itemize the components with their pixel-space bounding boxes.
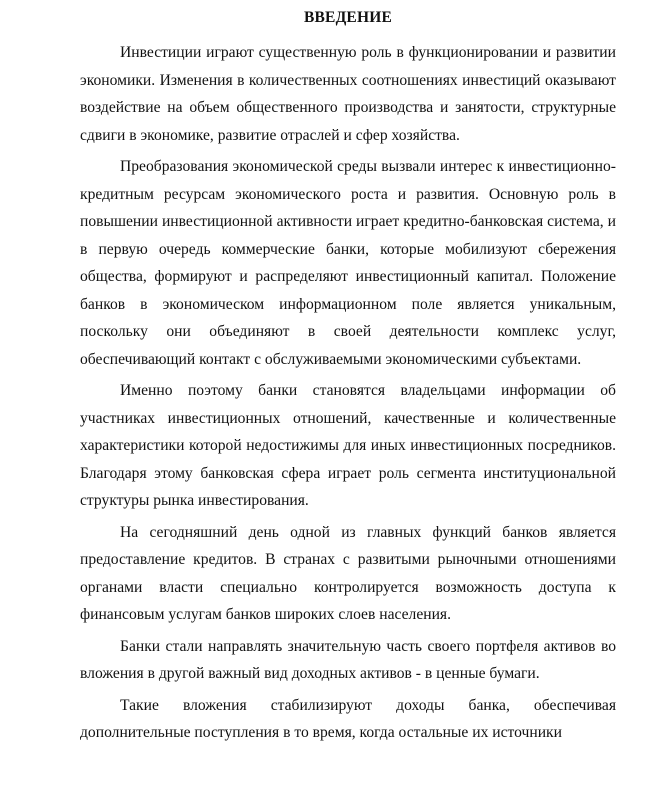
paragraph-4: На сегодняшний день одной из главных функций банков является предоставление кредитов. В странах с развитыми рыночными отношениями органами власти специально контролируется возможность доступа к финансовым услугам банков широких слоев населения. <box>80 523 616 623</box>
paragraph-2: Преобразования экономической среды вызвали интерес к инвестиционно-кредитным ресурсам экономического роста и развития. Основную роль в повышении инвестиционной активности играет кредитно-банковская система, и в первую очередь коммерческие банки, которые мобилизуют сбережения общества, формируют и распределяют инвестиционный капитал. Положение банков в экономическом информационном поле является уникальным, поскольку они объединяют в своей деятельности комплекс услуг, обеспечивающий контакт с обслуживаемыми экономическими субъектами. <box>80 158 616 368</box>
paragraph-5: Банки стали направлять значительную часть своего портфеля активов во вложения в другой важный вид доходных активов - в ценные бумаги. <box>80 637 616 682</box>
document-page <box>80 0 616 747</box>
section-title: ВВЕДЕНИЕ <box>303 9 393 26</box>
paragraph-6: Такие вложения стабилизируют доходы банка, обеспечивая дополнительные поступления в то время, когда остальные их источники <box>80 696 616 741</box>
paragraph-1: Инвестиции играют существенную роль в функционировании и развитии экономики. Изменения в количественных соотношениях инвестиций оказывают воздействие на объем общественного производства и занятости, структурные сдвиги в экономике, развитие отраслей и сфер хозяйства. <box>80 44 616 144</box>
paragraph-3: Именно поэтому банки становятся владельцами информации об участниках инвестиционных отношений, качественные и количественные характеристики которой недостижимы для иных инвестиционных посредников. Благодаря этому банковская сфера играет роль сегмента институциональной структуры рынка инвестирования. <box>80 382 616 509</box>
